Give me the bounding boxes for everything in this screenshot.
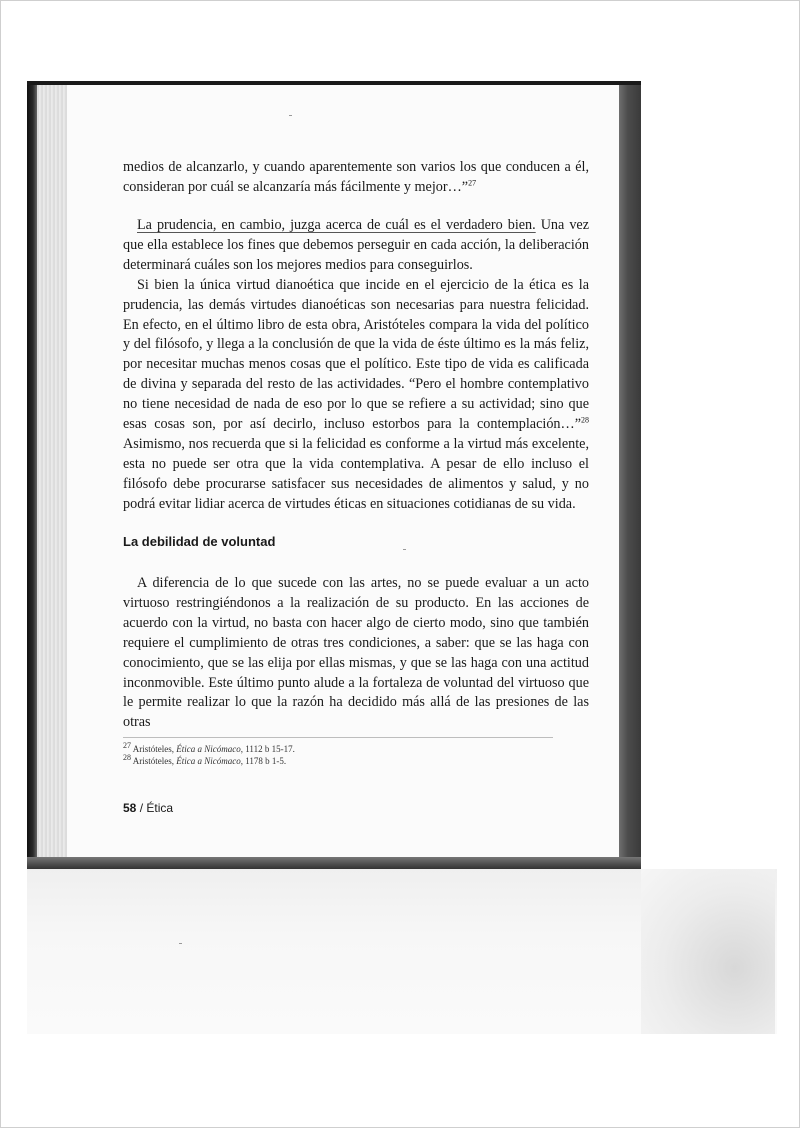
footnote-author: Aristóteles, [132, 744, 177, 754]
folio-separator: / [136, 801, 147, 815]
section-heading: La debilidad de voluntad [123, 534, 276, 549]
book-page-edges [37, 85, 67, 867]
footnote-number: 27 [123, 741, 131, 750]
paragraph-text: medios de alcanzarlo, y cuando aparentemente son varios los que conducen a él, consideran por cuál se alcanzaría más fácilmente y mejor…” [123, 159, 589, 195]
book-binding-shadow [27, 81, 37, 867]
page-number: 58 [123, 801, 137, 815]
paragraph [123, 574, 589, 733]
body-text-top [123, 158, 589, 198]
footnote-author: Aristóteles, [132, 756, 177, 766]
paragraph [123, 158, 589, 198]
footnote-work: Ética a Nicómaco [176, 756, 241, 766]
scan-speck [179, 943, 182, 944]
footnote-ref: 27 [468, 178, 477, 188]
footnote-work: Ética a Nicómaco [176, 744, 241, 754]
scan-speck [403, 549, 406, 550]
paragraph-text: Una vez que ella establece los fines que debemos perseguir en cada acción, la deliberación determinará cuáles son los mejores medios para conseguirlos. [123, 217, 590, 273]
footnote [123, 743, 295, 755]
book-right-edge [619, 81, 641, 867]
paragraph-text: Asimismo, nos recuerda que si la felicidad es conforme a la virtud más excelente, esta no puede ser otra que la vida contemplativa. A pesar de ello incluso el filósofo debe procurarse satisfacer sus necesidades de alimentos y salud, y no podrá evitar lidiar acerca de virtudes éticas en situaciones cotidianas de su vida. [123, 435, 589, 512]
running-title: Ética [146, 801, 174, 815]
paragraph-text: A diferencia de lo que sucede con las artes, no se puede evaluar a un acto virtuoso restringiéndonos a la realización de su producto. En las acciones de acuerdo con la virtud, no basta con hacer algo de cierto modo, sino que también requiere el cumplimiento de otras tres condiciones, a saber: que se las haga con conocimiento, que se las elija por ellas mismas, y que se las haga con una actitud inconmovible. Este último punto alude a la fortaleza de voluntad del virtuoso que le permite realizar lo que la razón ha decidido más allá de las presiones de las otras [123, 575, 589, 731]
footnote-ref-text: , 1112 b 15-17. [240, 744, 295, 754]
footnote [123, 755, 295, 767]
scan-speck [289, 115, 292, 116]
paragraph [123, 276, 589, 515]
paragraph [123, 216, 589, 276]
body-text-bottom [123, 574, 589, 733]
footnote-number: 28 [123, 753, 131, 762]
scan-bottom-edge [27, 857, 641, 869]
footnote-rule [123, 737, 553, 738]
footnotes [123, 743, 295, 767]
underlined-phrase: La prudencia, en cambio, juzga acerca de cuál es el verdadero bien. [137, 217, 536, 233]
scan-top-edge [27, 81, 641, 85]
footnote-ref: 28 [581, 415, 589, 425]
scan-background-shadow [641, 869, 775, 1034]
body-text-middle [123, 216, 589, 515]
page-folio [123, 801, 173, 815]
paragraph-text: Si bien la única virtud dianoética que incide en el ejercicio de la ética es la prudencia, las demás virtudes dianoéticas son necesarias para nuestra felicidad. En efecto, en el último libro de esta obra, Aristóteles compara la vida del político y del filósofo, y llega a la conclusión de que la vida de éste último es la más feliz, por necesitar muchas menos cosas que el político. Este tipo de vida es calificada de divina y separada del resto de las actividades. “Pero el hombre contemplativo no tiene necesidad de nada de eso por lo que se refiere a su actividad; sino que esas cosas son, por así decirlo, incluso estorbos para la contemplación…” [123, 276, 589, 433]
footnote-ref-text: , 1178 b 1-5. [240, 756, 287, 766]
